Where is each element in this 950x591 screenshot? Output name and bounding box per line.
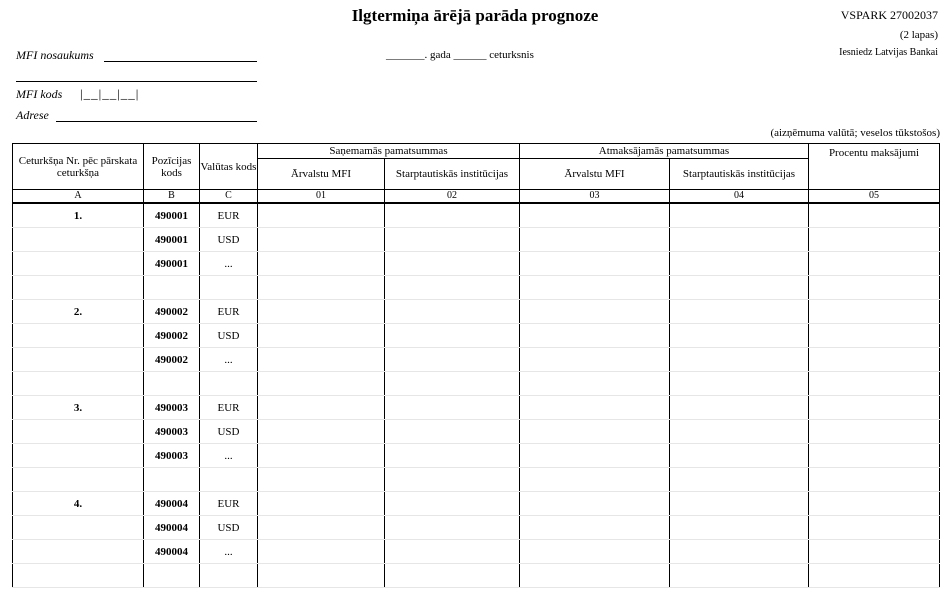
amount-input-cell[interactable]: [670, 420, 809, 444]
amount-input-cell[interactable]: [385, 564, 520, 588]
header-repayable-group: Atmaksājamās pamatsummas: [520, 144, 809, 159]
table-row: [13, 516, 940, 540]
position-code-cell: 490002: [144, 300, 200, 324]
currency-cell: ...: [200, 444, 258, 468]
amount-input-cell[interactable]: [809, 252, 940, 276]
amount-input-cell[interactable]: [258, 228, 385, 252]
amount-input-cell[interactable]: [809, 396, 940, 420]
position-code-cell: [144, 276, 200, 300]
amount-input-cell[interactable]: [670, 348, 809, 372]
unit-note: (aizņēmuma valūtā; veselos tūkstošos): [770, 127, 940, 139]
amount-input-cell[interactable]: [385, 492, 520, 516]
amount-input-cell[interactable]: [809, 516, 940, 540]
position-code-cell: [144, 372, 200, 396]
quarter-cell: [13, 252, 144, 276]
amount-input-cell[interactable]: [258, 444, 385, 468]
reporting-period: [386, 49, 534, 61]
quarter-label: ceturksnis: [489, 49, 534, 61]
amount-input-cell[interactable]: [258, 276, 385, 300]
table-row: [13, 396, 940, 420]
position-code-cell: [144, 564, 200, 588]
currency-cell: USD: [200, 228, 258, 252]
address-label: Adrese: [16, 108, 49, 122]
table-row: [13, 492, 940, 516]
currency-cell: EUR: [200, 300, 258, 324]
table-row: [13, 372, 940, 396]
column-code: 04: [670, 190, 809, 204]
table-row: [13, 540, 940, 564]
table-row: [13, 444, 940, 468]
table-row: [13, 564, 940, 588]
position-code-cell: 490003: [144, 444, 200, 468]
page-count: (2 lapas): [899, 29, 938, 41]
amount-input-cell[interactable]: [258, 492, 385, 516]
currency-cell: EUR: [200, 203, 258, 228]
currency-cell: [200, 564, 258, 588]
amount-input-cell[interactable]: [670, 300, 809, 324]
amount-input-cell[interactable]: [520, 203, 670, 228]
currency-cell: [200, 276, 258, 300]
amount-input-cell[interactable]: [520, 300, 670, 324]
amount-input-cell[interactable]: [809, 372, 940, 396]
header-foreign-mfi-repayable: Ārvalstu MFI: [520, 159, 670, 190]
quarter-field[interactable]: ______: [453, 49, 487, 61]
amount-input-cell[interactable]: [385, 252, 520, 276]
column-code: 01: [258, 190, 385, 204]
amount-input-cell[interactable]: [385, 516, 520, 540]
amount-input-cell[interactable]: [258, 252, 385, 276]
amount-input-cell[interactable]: [385, 324, 520, 348]
column-code: B: [144, 190, 200, 204]
amount-input-cell[interactable]: [520, 372, 670, 396]
amount-input-cell[interactable]: [385, 444, 520, 468]
position-code-cell: 490001: [144, 252, 200, 276]
header-position-code: Pozīcijas kods: [144, 144, 200, 190]
currency-cell: [200, 468, 258, 492]
amount-input-cell[interactable]: [520, 420, 670, 444]
amount-input-cell[interactable]: [258, 540, 385, 564]
amount-input-cell[interactable]: [520, 540, 670, 564]
amount-input-cell[interactable]: [670, 372, 809, 396]
column-code: 05: [809, 190, 940, 204]
table-row: [13, 228, 940, 252]
address-field[interactable]: [56, 121, 257, 122]
currency-cell: ...: [200, 252, 258, 276]
mfi-name-field-line2[interactable]: [16, 81, 257, 82]
header-currency-code: Valūtas kods: [200, 144, 258, 190]
header-quarter-no: Ceturkšņa Nr. pēc pārskata ceturkšņa: [13, 144, 144, 190]
header-foreign-mfi-receivable: Ārvalstu MFI: [258, 159, 385, 190]
amount-input-cell[interactable]: [385, 372, 520, 396]
year-label: . gada: [424, 49, 451, 61]
table-row: [13, 252, 940, 276]
amount-input-cell[interactable]: [258, 516, 385, 540]
currency-cell: EUR: [200, 396, 258, 420]
amount-input-cell[interactable]: [520, 348, 670, 372]
mfi-name-field[interactable]: [104, 61, 257, 62]
amount-input-cell[interactable]: [520, 492, 670, 516]
page-title: Ilgtermiņa ārējā parāda prognoze: [351, 6, 599, 25]
amount-input-cell[interactable]: [520, 396, 670, 420]
amount-input-cell[interactable]: [520, 228, 670, 252]
amount-input-cell[interactable]: [385, 540, 520, 564]
amount-input-cell[interactable]: [258, 372, 385, 396]
amount-input-cell[interactable]: [520, 468, 670, 492]
table-row: [13, 348, 940, 372]
quarter-cell: [13, 444, 144, 468]
currency-cell: USD: [200, 324, 258, 348]
header-interest: Procentu maksājumi: [809, 144, 940, 190]
quarter-cell: [13, 564, 144, 588]
quarter-cell: 2.: [13, 300, 144, 324]
mfi-code-label: MFI kods: [16, 87, 63, 101]
quarter-cell: [13, 276, 144, 300]
amount-input-cell[interactable]: [670, 444, 809, 468]
position-code-cell: 490003: [144, 420, 200, 444]
amount-input-cell[interactable]: [385, 300, 520, 324]
amount-input-cell[interactable]: [809, 444, 940, 468]
table-row: [13, 324, 940, 348]
column-code: 03: [520, 190, 670, 204]
amount-input-cell[interactable]: [385, 228, 520, 252]
currency-cell: USD: [200, 516, 258, 540]
currency-cell: USD: [200, 420, 258, 444]
amount-input-cell[interactable]: [385, 348, 520, 372]
amount-input-cell[interactable]: [670, 564, 809, 588]
currency-cell: EUR: [200, 492, 258, 516]
amount-input-cell[interactable]: [670, 396, 809, 420]
position-code-cell: 490003: [144, 396, 200, 420]
amount-input-cell[interactable]: [258, 396, 385, 420]
amount-input-cell[interactable]: [670, 203, 809, 228]
amount-input-cell[interactable]: [258, 420, 385, 444]
header-intl-inst-repayable: Starptautiskās institūcijas: [670, 159, 809, 190]
quarter-cell: [13, 516, 144, 540]
amount-input-cell[interactable]: [385, 420, 520, 444]
currency-cell: ...: [200, 540, 258, 564]
quarter-cell: [13, 420, 144, 444]
amount-input-cell[interactable]: [520, 276, 670, 300]
amount-input-cell[interactable]: [809, 228, 940, 252]
amount-input-cell[interactable]: [670, 492, 809, 516]
amount-input-cell[interactable]: [520, 564, 670, 588]
amount-input-cell[interactable]: [258, 300, 385, 324]
quarter-cell: [13, 540, 144, 564]
mfi-code-field[interactable]: |__|__|__|: [80, 86, 140, 101]
quarter-cell: [13, 372, 144, 396]
amount-input-cell[interactable]: [385, 276, 520, 300]
amount-input-cell[interactable]: [520, 324, 670, 348]
table-row: [13, 276, 940, 300]
amount-input-cell[interactable]: [809, 540, 940, 564]
amount-input-cell[interactable]: [258, 468, 385, 492]
amount-input-cell[interactable]: [258, 348, 385, 372]
position-code-cell: 490001: [144, 228, 200, 252]
amount-input-cell[interactable]: [809, 468, 940, 492]
position-code-cell: 490004: [144, 492, 200, 516]
amount-input-cell[interactable]: [670, 228, 809, 252]
amount-input-cell[interactable]: [385, 468, 520, 492]
amount-input-cell[interactable]: [670, 516, 809, 540]
amount-input-cell[interactable]: [520, 252, 670, 276]
amount-input-cell[interactable]: [520, 444, 670, 468]
table-row: [13, 300, 940, 324]
table-row: [13, 420, 940, 444]
currency-cell: ...: [200, 348, 258, 372]
amount-input-cell[interactable]: [809, 348, 940, 372]
amount-input-cell[interactable]: [670, 276, 809, 300]
amount-input-cell[interactable]: [809, 203, 940, 228]
amount-input-cell[interactable]: [809, 324, 940, 348]
column-code: C: [200, 190, 258, 204]
amount-input-cell[interactable]: [520, 516, 670, 540]
amount-input-cell[interactable]: [258, 324, 385, 348]
year-field[interactable]: _______: [386, 49, 425, 61]
position-code-cell: [144, 468, 200, 492]
header-intl-inst-receivable: Starptautiskās institūcijas: [385, 159, 520, 190]
table-row: [13, 203, 940, 228]
amount-input-cell[interactable]: [670, 324, 809, 348]
amount-input-cell[interactable]: [670, 468, 809, 492]
column-code: 02: [385, 190, 520, 204]
position-code-cell: 490004: [144, 540, 200, 564]
quarter-cell: [13, 324, 144, 348]
quarter-cell: 1.: [13, 203, 144, 228]
submit-to-note: Iesniedz Latvijas Bankai: [839, 47, 938, 58]
amount-input-cell[interactable]: [258, 203, 385, 228]
amount-input-cell[interactable]: [258, 564, 385, 588]
quarter-cell: [13, 348, 144, 372]
quarter-cell: 3.: [13, 396, 144, 420]
header-receivable-group: Saņemamās pamatsummas: [258, 144, 520, 159]
position-code-cell: 490002: [144, 348, 200, 372]
amount-input-cell[interactable]: [385, 396, 520, 420]
form-code: VSPARK 27002037: [840, 8, 938, 22]
position-code-cell: 490004: [144, 516, 200, 540]
currency-cell: [200, 372, 258, 396]
quarter-cell: 4.: [13, 492, 144, 516]
amount-input-cell[interactable]: [809, 420, 940, 444]
amount-input-cell[interactable]: [385, 203, 520, 228]
position-code-cell: 490001: [144, 203, 200, 228]
quarter-cell: [13, 228, 144, 252]
amount-input-cell[interactable]: [809, 300, 940, 324]
amount-input-cell[interactable]: [670, 252, 809, 276]
table-row: [13, 468, 940, 492]
column-code: A: [13, 190, 144, 204]
amount-input-cell[interactable]: [809, 564, 940, 588]
mfi-name-label: MFI nosaukums: [16, 48, 94, 62]
position-code-cell: 490002: [144, 324, 200, 348]
quarter-cell: [13, 468, 144, 492]
amount-input-cell[interactable]: [670, 540, 809, 564]
amount-input-cell[interactable]: [809, 276, 940, 300]
forecast-table: [12, 143, 940, 588]
amount-input-cell[interactable]: [809, 492, 940, 516]
